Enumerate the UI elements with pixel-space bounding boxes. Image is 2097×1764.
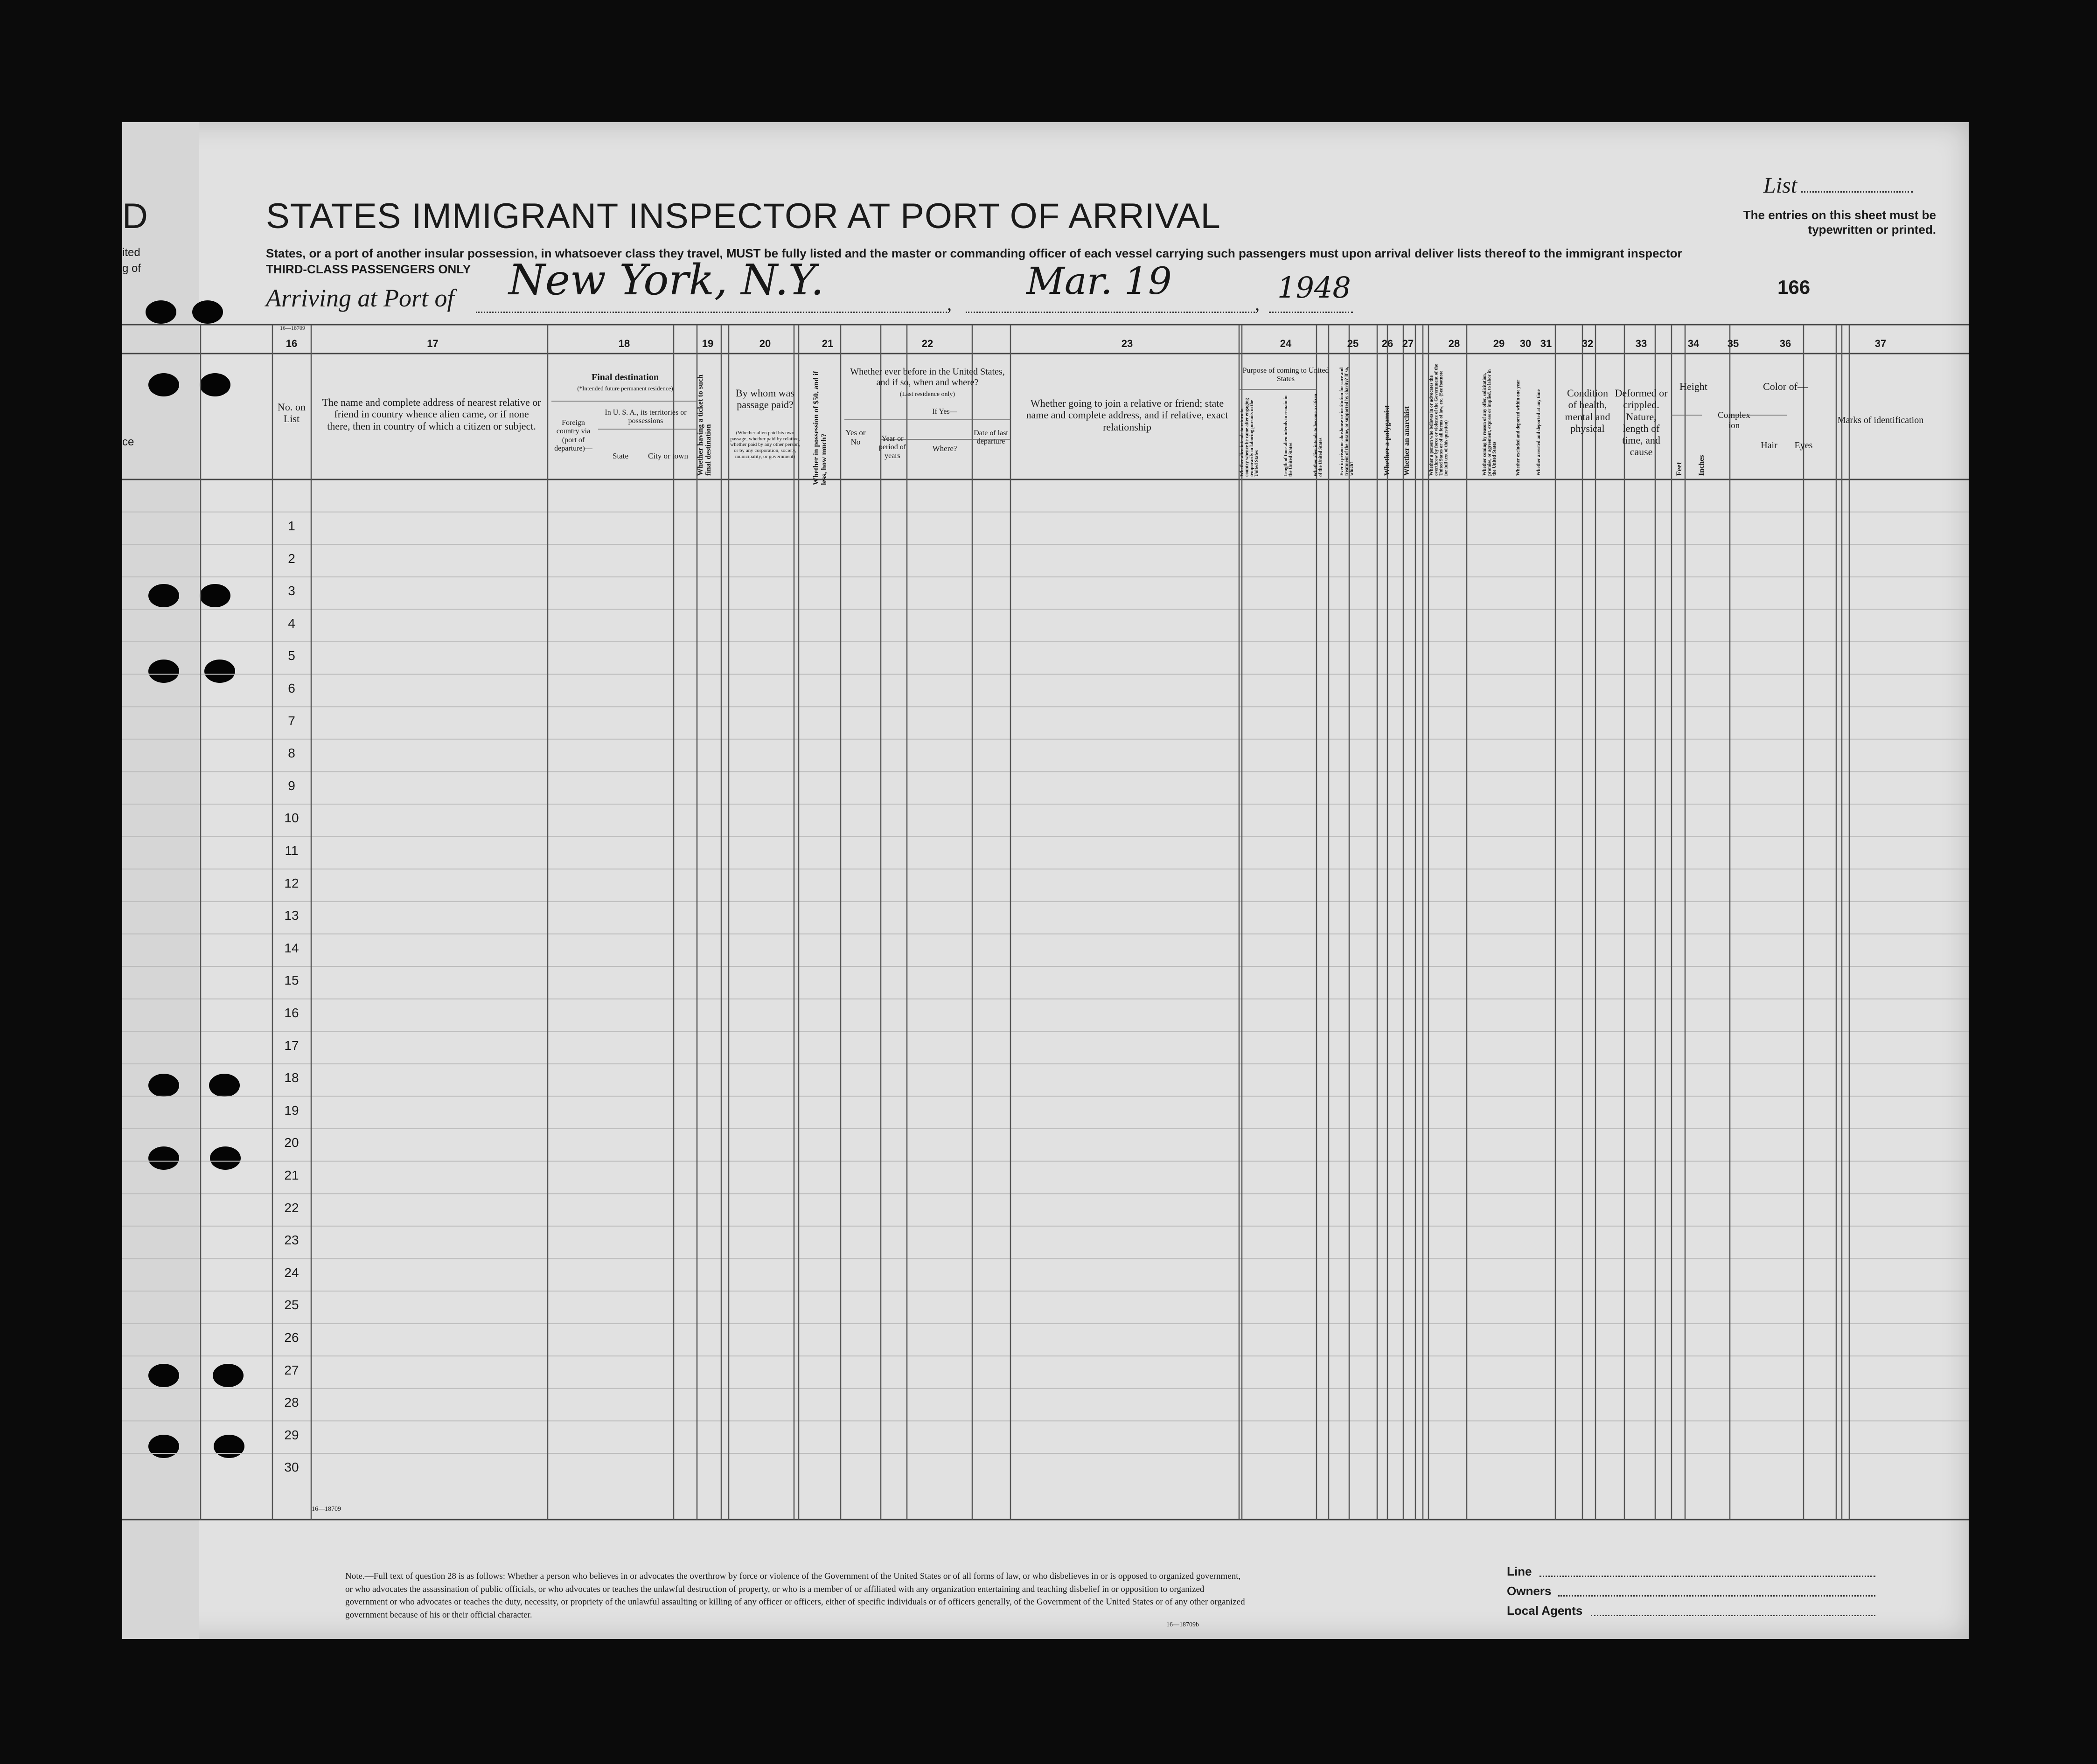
header-polygamist: Whether a polygamist bbox=[1383, 405, 1391, 476]
row-number: 21 bbox=[284, 1168, 299, 1182]
header-height: Height bbox=[1679, 381, 1707, 392]
header-feet: Feet bbox=[1675, 462, 1683, 476]
column-number: 24 bbox=[1280, 338, 1292, 349]
row-number: 29 bbox=[284, 1427, 299, 1442]
header-in-usa: In U. S. A., its territories or possessions bbox=[605, 409, 687, 425]
row-number: 10 bbox=[284, 811, 299, 826]
row-number: 3 bbox=[288, 583, 295, 598]
punch-hole bbox=[192, 300, 223, 324]
edge-fragment: ce bbox=[122, 436, 134, 448]
header-color: Color of— bbox=[1763, 381, 1808, 392]
date-value: Mar. 19 bbox=[1026, 259, 1172, 303]
form-code: 16—18709 bbox=[312, 1506, 341, 1513]
row-number: 24 bbox=[284, 1265, 299, 1280]
row-number: 11 bbox=[285, 843, 299, 858]
header-date-last-departure: Date of last departure bbox=[974, 429, 1008, 446]
row-number: 25 bbox=[284, 1298, 299, 1313]
row-number: 26 bbox=[284, 1330, 299, 1345]
port-label: Arriving at Port of bbox=[266, 284, 454, 312]
header-arrested: Whether arrested and deported at any time bbox=[1536, 389, 1541, 476]
column-number: 29 bbox=[1493, 338, 1505, 349]
column-number: 27 bbox=[1402, 338, 1414, 349]
row-number: 23 bbox=[284, 1233, 299, 1248]
year-value: 1948 bbox=[1277, 271, 1351, 305]
row-number: 28 bbox=[284, 1395, 299, 1410]
row-number: 20 bbox=[284, 1135, 299, 1150]
header-health: Condition of health, mental and physical bbox=[1565, 387, 1610, 434]
row-number: 9 bbox=[288, 778, 295, 793]
header-year-period: Year or period of years bbox=[878, 435, 906, 460]
comma: , bbox=[947, 293, 952, 314]
column-number: 16 bbox=[286, 338, 298, 349]
column-number: 23 bbox=[1121, 338, 1133, 349]
row-number: 6 bbox=[288, 681, 295, 695]
header-ever-before-note: (Last residence only) bbox=[899, 391, 955, 398]
row-number: 2 bbox=[288, 551, 295, 566]
column-number: 36 bbox=[1779, 338, 1791, 349]
column-number: 34 bbox=[1687, 338, 1700, 349]
header-question-28: Whether a person who believes in or advocates the overthrow by force or violence of the Government of the United States or of all forms of law, etc. (See footnote for full text of this question) bbox=[1429, 364, 1449, 476]
row-number: 15 bbox=[284, 973, 299, 988]
header-ever-before: Whether ever before in the United States, and if so, when and where? bbox=[850, 367, 1005, 388]
column-number: 17 bbox=[427, 338, 439, 349]
row-number: 8 bbox=[288, 746, 295, 761]
header-deformed: Deformed or crippled. Nature, length of time, and cause bbox=[1615, 387, 1668, 458]
header-inches: Inches bbox=[1698, 455, 1706, 476]
list-fill-line bbox=[1801, 191, 1913, 193]
column-number: 33 bbox=[1635, 338, 1647, 349]
row-number: 18 bbox=[284, 1070, 299, 1085]
row-number: 1 bbox=[288, 519, 295, 533]
header-passage-paid: By whom was passage paid? bbox=[736, 387, 794, 411]
header-ticket: Whether having a ticket to such final destination bbox=[697, 374, 712, 476]
column-number: 37 bbox=[1874, 338, 1887, 349]
header-nearest-relative: The name and complete address of nearest relative or friend in country whence alien came, or if none there, then in country of which a citizen or subject. bbox=[322, 396, 541, 432]
header-final-destination-note: (*Intended future permanent residence) bbox=[577, 385, 673, 392]
header-purpose-a: Whether alien intends to return to country whence he came after engaging temporarily in laboring pursuits in the United States bbox=[1240, 398, 1260, 477]
owners-label: Owners bbox=[1507, 1584, 1552, 1598]
form-code: 16—18709 bbox=[280, 325, 305, 331]
passenger-class-line: THIRD-CLASS PASSENGERS ONLY bbox=[266, 262, 471, 276]
list-label: List bbox=[1763, 173, 1797, 198]
column-number: 19 bbox=[702, 338, 714, 349]
header-complexion: Complexion bbox=[1718, 410, 1750, 431]
column-number: 18 bbox=[618, 338, 630, 349]
list-note: The entries on this sheet must be typewritten or printed. bbox=[1743, 208, 1936, 237]
header-list-number: No. on List bbox=[278, 401, 306, 425]
local-agents-label: Local Agents bbox=[1507, 1604, 1583, 1618]
punch-hole bbox=[146, 300, 176, 324]
header-purpose: Purpose of coming to United States bbox=[1242, 367, 1329, 383]
header-anarchist: Whether an anarchist bbox=[1403, 406, 1411, 476]
line-fill-line bbox=[1540, 1576, 1875, 1577]
column-number: 32 bbox=[1581, 338, 1594, 349]
edge-fragment: g of bbox=[122, 262, 141, 275]
row-number: 30 bbox=[284, 1460, 299, 1475]
footnote: Note.—Full text of question 28 is as follows: Whether a person who believes in or advocates the overthrow by force or violence of the Government of the United States or of all forms of law, or who disbelieves in or is opposed to organized government, or who advocates the assassination of public officials, or who advocates or teaches the unlawful destruction of property, or who is a member of or affiliated with any organization entertaining and teaching disbelief in or opposition to organized government or who advocates or teaches the duty, necessity, or propriety of the unlawful assaulting or killing of any officer or officers, either of specific individuals or of officers generally, of the Government of the United States or of any other organized government because of his or their official character. bbox=[345, 1571, 1245, 1620]
header-prison: Ever in prison or almshouse or institution for care and treatment of the insane, or supported by charity? If so, which? bbox=[1339, 367, 1354, 476]
header-final-destination: Final destination bbox=[592, 372, 659, 382]
column-number: 21 bbox=[822, 338, 834, 349]
row-number: 17 bbox=[284, 1038, 299, 1053]
row-number: 22 bbox=[284, 1200, 299, 1215]
row-number: 27 bbox=[284, 1362, 299, 1377]
port-value: New York, N.Y. bbox=[509, 256, 824, 305]
header-if-yes: If Yes— bbox=[932, 408, 957, 416]
header-partial-letter: D bbox=[122, 196, 148, 236]
header-purpose-b: Length of time alien intends to remain in the United States bbox=[1283, 396, 1294, 477]
header-yes-no: Yes or No bbox=[845, 428, 866, 446]
header-fifty-dollars: Whether in possession of $50, and if less, how much? bbox=[812, 371, 828, 485]
row-number: 13 bbox=[284, 908, 299, 923]
owners-fill-line bbox=[1558, 1595, 1875, 1597]
header-marks: Marks of identification bbox=[1837, 415, 1924, 425]
header-passage-paid-note: (Whether alien paid his own passage, whether paid by relative, whether paid by any other person, or by any corporation, society, municipality, or government) bbox=[730, 430, 800, 459]
comma: , bbox=[1255, 293, 1260, 314]
line-label: Line bbox=[1507, 1564, 1532, 1578]
row-number: 19 bbox=[284, 1103, 299, 1118]
header-state: State bbox=[613, 451, 628, 460]
column-number: 30 bbox=[1519, 338, 1532, 349]
table-grid bbox=[122, 322, 1969, 1525]
header-city: City or town bbox=[648, 451, 688, 460]
column-number: 28 bbox=[1448, 338, 1460, 349]
port-fill-line bbox=[476, 312, 947, 313]
date-fill-line bbox=[966, 312, 1255, 313]
column-number: 35 bbox=[1727, 338, 1739, 349]
row-number: 16 bbox=[284, 1006, 299, 1020]
header-excluded: Whether excluded and deported within one year bbox=[1516, 380, 1521, 476]
header-hair: Hair bbox=[1761, 440, 1777, 451]
column-number: 25 bbox=[1347, 338, 1359, 349]
header-purpose-c: Whether alien intends to become a citizen of the United States bbox=[1313, 394, 1324, 477]
column-number: 26 bbox=[1381, 338, 1393, 349]
row-number: 12 bbox=[284, 875, 299, 890]
header-where: Where? bbox=[932, 444, 957, 453]
form-code: 16—18709b bbox=[1166, 1621, 1199, 1628]
header-labor-offer: Whether coming by reason of any offer, solicitation, promise, or agreement, express or implied, to labor in the United States bbox=[1482, 369, 1497, 476]
row-number: 14 bbox=[284, 940, 299, 955]
edge-fragment: ited bbox=[122, 246, 140, 259]
header-eyes: Eyes bbox=[1794, 440, 1813, 451]
year-fill-line bbox=[1269, 312, 1353, 313]
header-join-relative: Whether going to join a relative or friend; state name and complete address, and if relative, exact relationship bbox=[1026, 397, 1228, 433]
header-foreign-country: Foreign country via (port of departure)— bbox=[554, 419, 592, 453]
column-number: 20 bbox=[759, 338, 771, 349]
column-number: 22 bbox=[921, 338, 934, 349]
page-number: 166 bbox=[1777, 276, 1811, 298]
row-number: 4 bbox=[288, 616, 295, 631]
row-number: 5 bbox=[288, 648, 295, 663]
row-number: 7 bbox=[288, 713, 295, 728]
column-number: 31 bbox=[1540, 338, 1552, 349]
instructions-line: States, or a port of another insular possession, in whatsoever class they travel, MUST be fully listed and the master or commanding officer of each vessel carrying such passengers must upon arrival deliver lists thereof to the immigrant inspector bbox=[266, 246, 1682, 260]
page-title: STATES IMMIGRANT INSPECTOR AT PORT OF ARRIVAL bbox=[266, 196, 1221, 236]
local-agents-fill-line bbox=[1591, 1615, 1875, 1616]
